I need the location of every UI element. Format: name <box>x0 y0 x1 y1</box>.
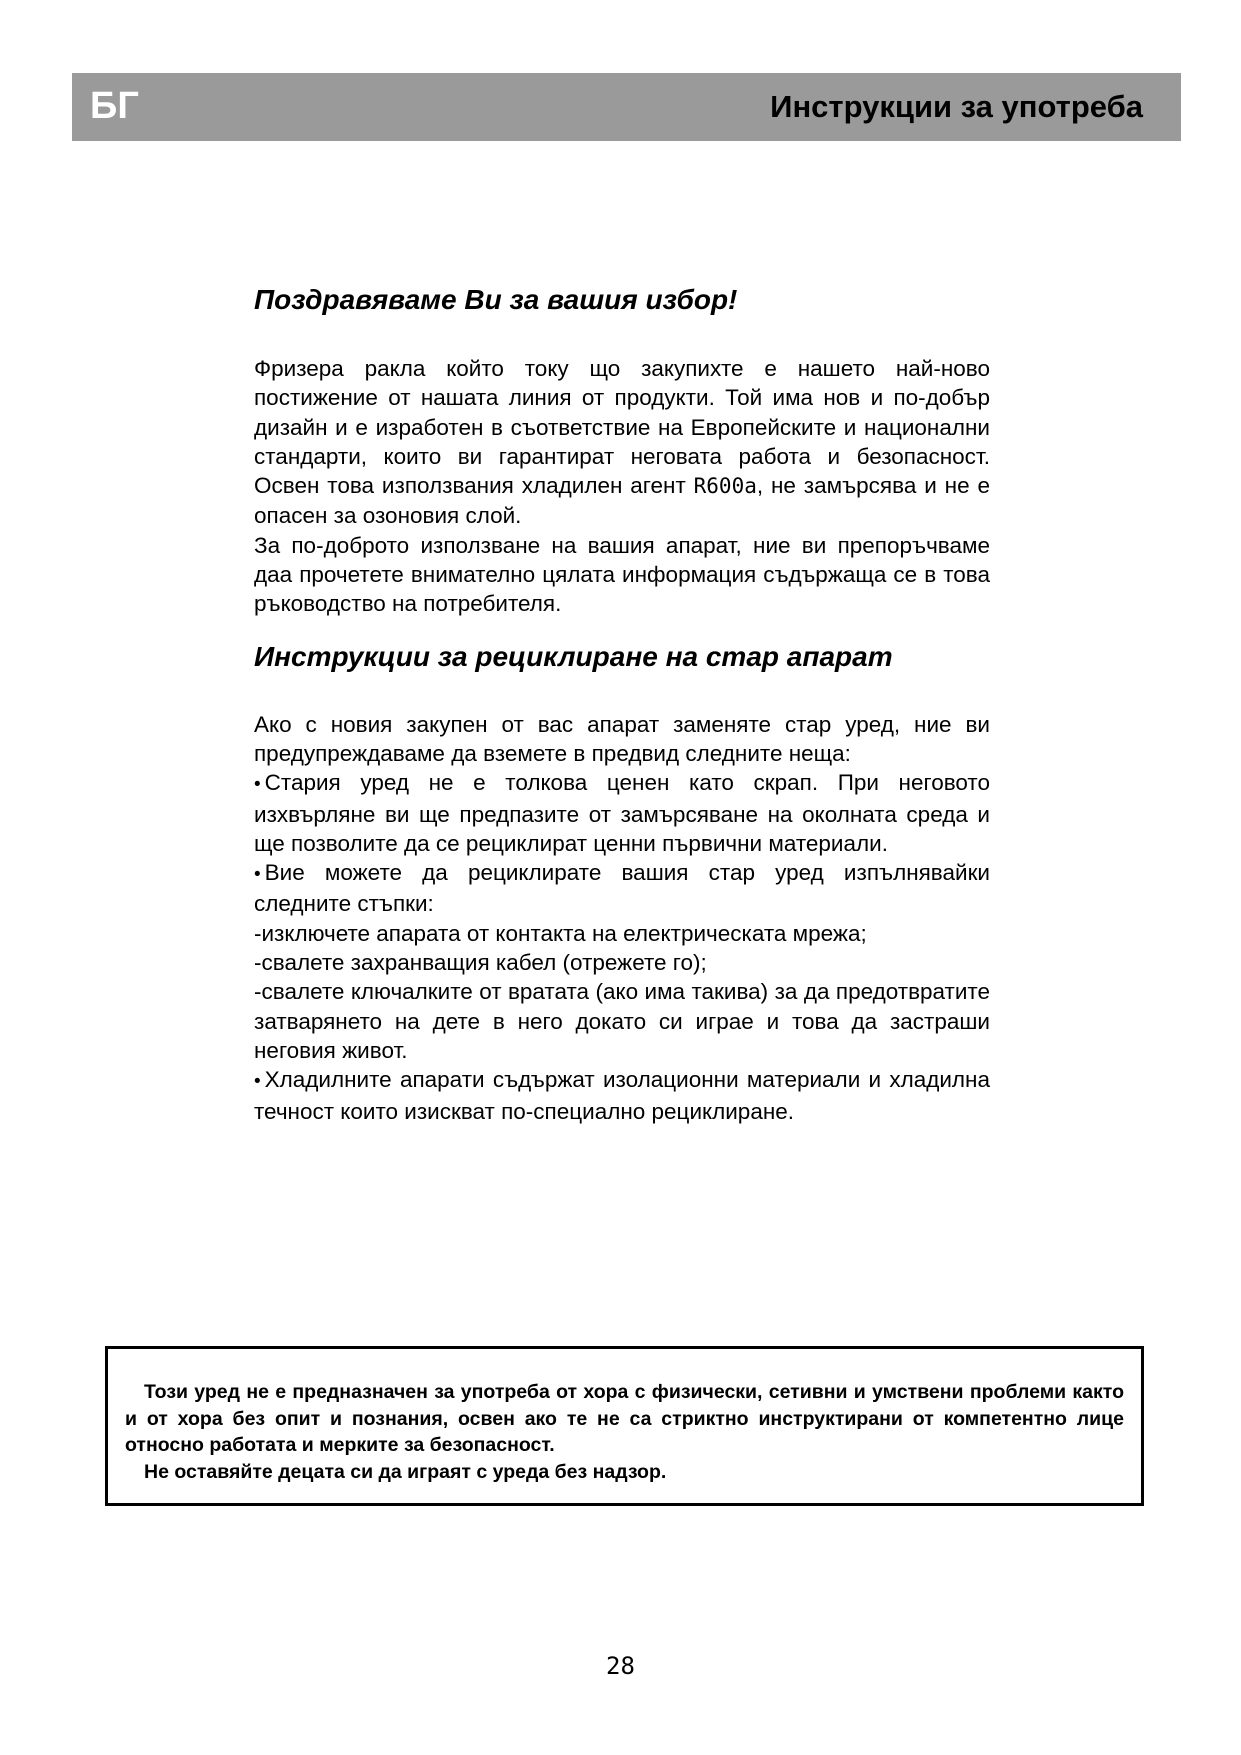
recycling-intro: Ако с новия закупен от вас апарат заменяте стар уред, ние ви предупреждаваме да вземете в предвид следните неща: <box>254 711 990 766</box>
bullet-text: Вие можете да рециклирате вашия стар уред изпълнявайки следните стъпки: <box>254 860 990 917</box>
step-item: -изключете апарата от контакта на електрическата мрежа; <box>254 920 867 946</box>
intro-text-after: , не замърсява и не е опасен за озоновия слой. <box>254 473 990 529</box>
main-content <box>254 280 990 1126</box>
child-supervision-notice: Не оставяйте децата си да играят с уреда без надзор. <box>144 1460 667 1483</box>
bullet-icon: • <box>254 864 261 886</box>
safety-notice-content <box>125 1379 1124 1485</box>
bullet-text: Стария уред не е толкова ценен като скрап. При неговото изхвърляне ви ще предпазите от замърсяване на околната среда и ще позволите да се рециклират ценни първични материали. <box>254 770 990 856</box>
bullet-item <box>254 858 990 919</box>
bullet-item <box>254 1065 990 1126</box>
safety-notice-text: Този уред не е предназначен за употреба от хора с физически, сетивни и умствени проблеми както и от хора без опит и познания, освен ако те не са стриктно инструктирани от компетентно лице относно работата и мерките за безопасност. <box>125 1381 1124 1456</box>
bullet-icon: • <box>254 1071 261 1093</box>
page-number: 28 <box>606 1652 635 1680</box>
step-item: -свалете ключалките от вратата (ако има такива) за да предотвратите затварянето на дете в него докато си играе и това да застраши неговия живот. <box>254 979 990 1063</box>
refrigerant-name: R600a <box>693 474 757 499</box>
intro-paragraph <box>254 354 990 531</box>
recycling-heading: Инструкции за рециклиране на стар апарат <box>254 640 893 672</box>
step-item: -свалете захранващия кабел (отрежете го); <box>254 950 707 976</box>
bullet-text: Хладилните апарати съдържат изолационни материали и хладилна течност които изискват по-специално рециклиране. <box>254 1067 990 1124</box>
recommendation-paragraph: За по-доброто използване на вашия апарат, ние ви препоръчваме даа прочетете внимателно цялата информация съдържаща се в това ръководство на потребителя. <box>254 532 990 617</box>
congratulations-heading: Поздравяваме Ви за вашия избор! <box>254 284 738 315</box>
language-code: БГ <box>90 85 139 127</box>
bullet-item <box>254 768 990 858</box>
intro-text-before: Фризера ракла който току що закупихте е нашето най-ново постижение от нашата линия от продукти. Той има нов и по-добър дизайн и е изработен в съответствие на Европейските и национални стандарти, които ви гарантират неговата работа и безопасност. Освен това използвания хладилен агент <box>254 356 990 499</box>
safety-notice-box <box>105 1346 1144 1506</box>
header-bar <box>72 73 1181 141</box>
header-title: Инструкции за употреба <box>770 89 1143 124</box>
bullet-icon: • <box>254 774 261 796</box>
